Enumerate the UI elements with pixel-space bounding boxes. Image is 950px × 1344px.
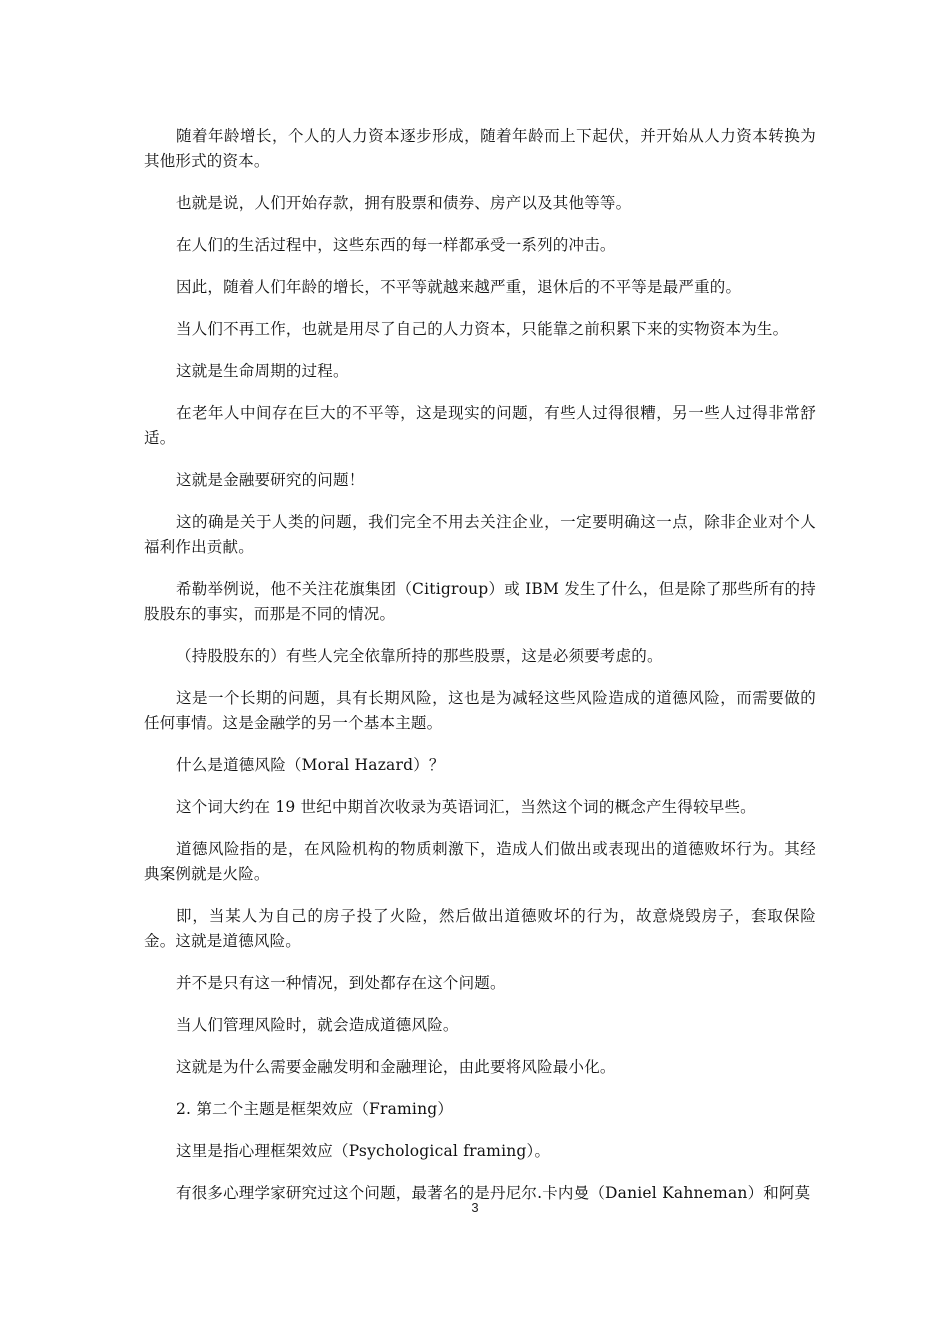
paragraph: 道德风险指的是，在风险机构的物质刺激下，造成人们做出或表现出的道德败坏行为。其经典案例就是火险。 — [144, 840, 816, 883]
paragraph: 这就是金融要研究的问题！ — [176, 471, 365, 489]
document-body — [144, 124, 816, 1223]
section-heading: 2. 第二个主题是框架效应（Framing） — [176, 1100, 454, 1118]
paragraph: 这就是生命周期的过程。 — [176, 362, 349, 380]
page-number: 3 — [471, 1200, 479, 1215]
paragraph: 这里是指心理框架效应（Psychological framing）。 — [176, 1142, 551, 1160]
paragraph: 当人们不再工作，也就是用尽了自己的人力资本，只能靠之前积累下来的实物资本为生。 — [176, 320, 789, 338]
paragraph: 这个词大约在 19 世纪中期首次收录为英语词汇，当然这个词的概念产生得较早些。 — [176, 798, 756, 816]
paragraph: 在老年人中间存在巨大的不平等，这是现实的问题，有些人过得很糟，另一些人过得非常舒适。 — [144, 404, 816, 447]
paragraph: 随着年龄增长，个人的人力资本逐步形成，随着年龄而上下起伏，并开始从人力资本转换为其他形式的资本。 — [144, 127, 816, 170]
paragraph: 即，当某人为自己的房子投了火险，然后做出道德败坏的行为，故意烧毁房子，套取保险金。这就是道德风险。 — [144, 907, 816, 950]
paragraph: 这就是为什么需要金融发明和金融理论，由此要将风险最小化。 — [176, 1058, 616, 1076]
paragraph: （持股股东的）有些人完全依靠所持的那些股票，这是必须要考虑的。 — [176, 647, 663, 665]
paragraph: 因此，随着人们年龄的增长，不平等就越来越严重，退休后的不平等是最严重的。 — [176, 278, 742, 296]
paragraph: 并不是只有这一种情况，到处都存在这个问题。 — [176, 974, 506, 992]
paragraph: 在人们的生活过程中，这些东西的每一样都承受一系列的冲击。 — [176, 236, 616, 254]
paragraph: 当人们管理风险时，就会造成道德风险。 — [176, 1016, 459, 1034]
paragraph: 也就是说，人们开始存款，拥有股票和债券、房产以及其他等等。 — [176, 194, 632, 212]
paragraph: 这是一个长期的问题，具有长期风险，这也是为减轻这些风险造成的道德风险，而需要做的任何事情。这是金融学的另一个基本主题。 — [144, 689, 816, 732]
paragraph: 这的确是关于人类的问题，我们完全不用去关注企业，一定要明确这一点，除非企业对个人福利作出贡献。 — [144, 513, 816, 556]
paragraph: 有很多心理学家研究过这个问题，最著名的是丹尼尔.卡内曼（Daniel Kahneman）和阿莫 — [176, 1184, 811, 1202]
paragraph: 希勒举例说，他不关注花旗集团（Citigroup）或 IBM 发生了什么，但是除了那些所有的持股股东的事实，而那是不同的情况。 — [144, 580, 816, 623]
paragraph-question: 什么是道德风险（Moral Hazard）？ — [176, 756, 445, 774]
